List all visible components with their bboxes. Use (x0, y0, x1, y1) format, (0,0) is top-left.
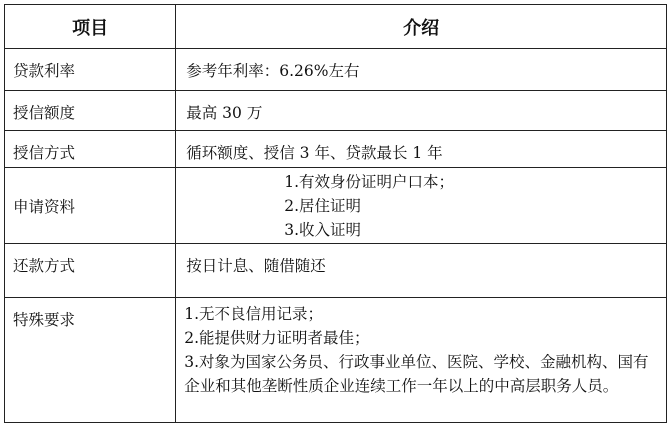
list-item: 2.能提供财力证明者最佳； (184, 329, 370, 347)
list-item: 3.对象为国家公务员、行政事业单位、医院、学校、金融机构、国有企业和其他垄断性质企业连续工作一年以上的中高层职务人员。 (184, 353, 649, 395)
list-item: 1.有效身份证明户口本； (284, 173, 455, 191)
row-value: 参考年利率：6.26%左右 (176, 49, 667, 91)
row-value (176, 298, 667, 423)
table-header-row (5, 5, 667, 49)
row-label: 申请资料 (5, 168, 176, 244)
table-row (5, 244, 667, 298)
list-item: 3.收入证明 (284, 221, 362, 239)
row-value: 按日计息、随借随还 (176, 244, 667, 298)
documents-list (176, 168, 666, 242)
row-label: 还款方式 (5, 244, 176, 298)
list-item: 2.居住证明 (284, 197, 362, 215)
row-label: 贷款利率 (5, 49, 176, 91)
row-label: 授信额度 (5, 91, 176, 131)
row-value: 最高 30 万 (176, 91, 667, 131)
header-description: 介绍 (176, 5, 667, 49)
table-row (5, 168, 667, 244)
row-value: 循环额度、授信 3 年、贷款最长 1 年 (176, 131, 667, 168)
table-row (5, 131, 667, 168)
table-row (5, 49, 667, 91)
row-label: 特殊要求 (5, 298, 176, 423)
table-row (5, 91, 667, 131)
row-label: 授信方式 (5, 131, 176, 168)
table-row (5, 298, 667, 423)
row-value (176, 168, 667, 244)
list-item: 1.无不良信用记录； (184, 305, 324, 323)
requirements-list (176, 298, 666, 398)
header-item: 项目 (5, 5, 176, 49)
loan-info-table (4, 4, 667, 423)
